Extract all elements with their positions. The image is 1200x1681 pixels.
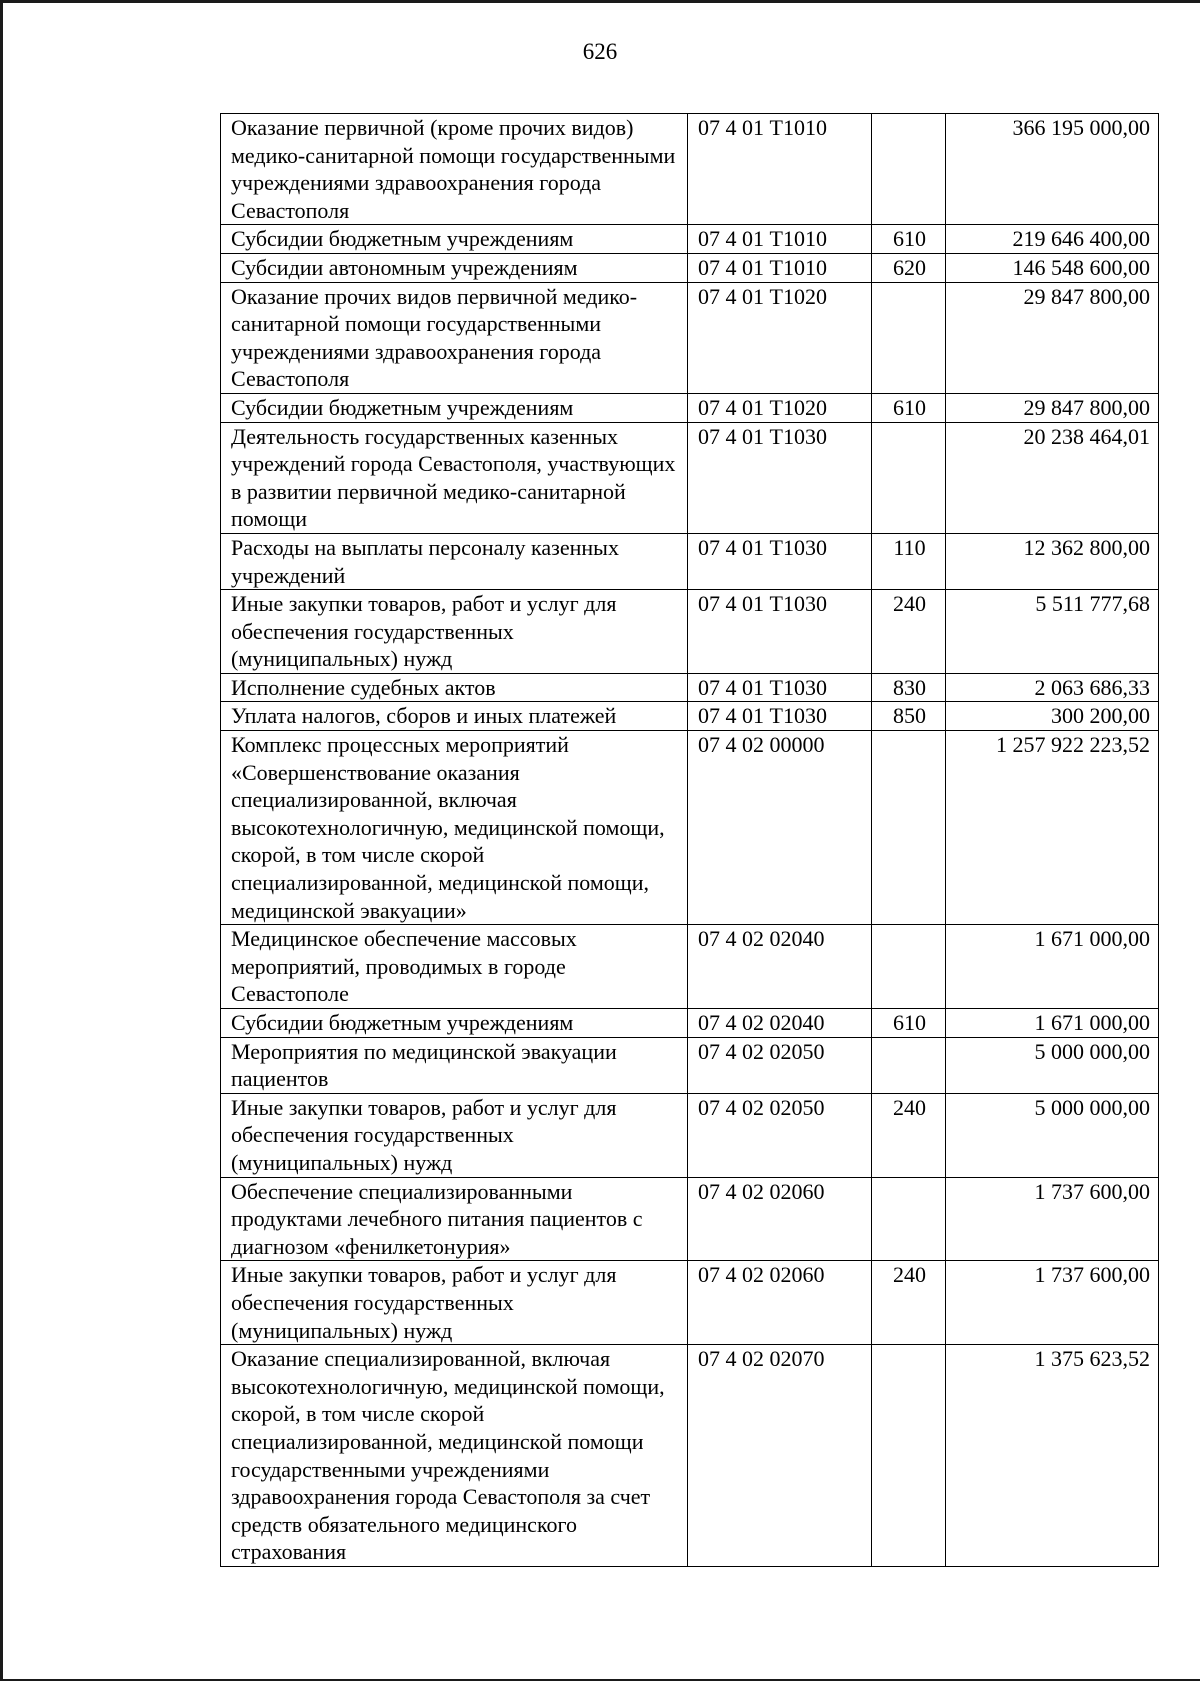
row-kvr-cell: 110 [872,533,946,589]
row-code-cell: 07 4 02 02060 [688,1177,872,1261]
row-code-cell: 07 4 02 02060 [688,1261,872,1345]
table-row [221,925,1159,1009]
row-name-cell: Уплата налогов, сборов и иных платежей [221,702,688,731]
table-row [221,422,1159,533]
scan-edge-top [0,0,1200,3]
row-sum-cell: 1 737 600,00 [946,1177,1159,1261]
row-code-cell: 07 4 01 Т1010 [688,253,872,282]
row-name-cell: Иные закупки товаров, работ и услуг для обеспечения государственных (муниципальных) нужд [221,590,688,674]
row-code-cell: 07 4 01 Т1030 [688,590,872,674]
table-row [221,1009,1159,1038]
table-row [221,1345,1159,1567]
row-code-cell: 07 4 01 Т1030 [688,702,872,731]
row-sum-cell: 5 000 000,00 [946,1093,1159,1177]
row-sum-cell: 29 847 800,00 [946,393,1159,422]
row-code-cell: 07 4 02 02070 [688,1345,872,1567]
row-name-cell: Медицинское обеспечение массовых мероприятий, проводимых в городе Севастополе [221,925,688,1009]
row-code-cell: 07 4 02 02050 [688,1037,872,1093]
row-name-cell: Оказание специализированной, включая высокотехнологичную, медицинской помощи, скорой, в том числе скорой специализированной, медицинской помощи государственными учреждениями здравоохранения города Севастополя за счет средств обязательного медицинского страхования [221,1345,688,1567]
row-code-cell: 07 4 01 Т1030 [688,673,872,702]
row-sum-cell: 29 847 800,00 [946,282,1159,393]
row-name-cell: Оказание прочих видов первичной медико-санитарной помощи государственными учреждениями здравоохранения города Севастополя [221,282,688,393]
row-name-cell: Субсидии бюджетным учреждениям [221,393,688,422]
row-sum-cell: 1 671 000,00 [946,925,1159,1009]
row-name-cell: Расходы на выплаты персоналу казенных учреждений [221,533,688,589]
row-name-cell: Иные закупки товаров, работ и услуг для обеспечения государственных (муниципальных) нужд [221,1261,688,1345]
row-kvr-cell: 240 [872,1093,946,1177]
table-row [221,702,1159,731]
table-row [221,1177,1159,1261]
budget-table-body [221,114,1159,1567]
row-sum-cell: 300 200,00 [946,702,1159,731]
row-name-cell: Иные закупки товаров, работ и услуг для обеспечения государственных (муниципальных) нужд [221,1093,688,1177]
row-kvr-cell [872,731,946,925]
row-name-cell: Оказание первичной (кроме прочих видов) медико-санитарной помощи государственными учреждениями здравоохранения города Севастополя [221,114,688,225]
row-sum-cell: 1 257 922 223,52 [946,731,1159,925]
row-code-cell: 07 4 01 Т1030 [688,533,872,589]
table-row [221,393,1159,422]
row-code-cell: 07 4 01 Т1020 [688,282,872,393]
row-kvr-cell [872,282,946,393]
row-sum-cell: 20 238 464,01 [946,422,1159,533]
table-row [221,225,1159,254]
row-sum-cell: 219 646 400,00 [946,225,1159,254]
row-kvr-cell: 830 [872,673,946,702]
row-kvr-cell [872,925,946,1009]
row-sum-cell: 12 362 800,00 [946,533,1159,589]
row-code-cell: 07 4 01 Т1010 [688,225,872,254]
row-code-cell: 07 4 02 02050 [688,1093,872,1177]
row-kvr-cell: 240 [872,590,946,674]
row-name-cell: Мероприятия по медицинской эвакуации пациентов [221,1037,688,1093]
row-kvr-cell: 240 [872,1261,946,1345]
row-sum-cell: 2 063 686,33 [946,673,1159,702]
row-code-cell: 07 4 02 00000 [688,731,872,925]
row-kvr-cell [872,1037,946,1093]
table-row [221,533,1159,589]
row-sum-cell: 366 195 000,00 [946,114,1159,225]
row-kvr-cell [872,1345,946,1567]
table-row [221,590,1159,674]
row-code-cell: 07 4 01 Т1030 [688,422,872,533]
row-name-cell: Субсидии автономным учреждениям [221,253,688,282]
row-kvr-cell: 620 [872,253,946,282]
row-name-cell: Деятельность государственных казенных учреждений города Севастополя, участвующих в развитии первичной медико-санитарной помощи [221,422,688,533]
row-sum-cell: 1 737 600,00 [946,1261,1159,1345]
scan-edge-left [0,0,3,1681]
row-sum-cell: 1 375 623,52 [946,1345,1159,1567]
table-row [221,1261,1159,1345]
budget-table [220,113,1159,1567]
table-row [221,282,1159,393]
row-name-cell: Субсидии бюджетным учреждениям [221,1009,688,1038]
table-row [221,1093,1159,1177]
row-code-cell: 07 4 01 Т1010 [688,114,872,225]
table-row [221,1037,1159,1093]
row-code-cell: 07 4 02 02040 [688,1009,872,1038]
row-name-cell: Комплекс процессных мероприятий «Совершенствование оказания специализированной, включая высокотехнологичную, медицинской помощи, скорой, в том числе скорой специализированной, медицинской помощи, медицинской эвакуации» [221,731,688,925]
row-kvr-cell [872,114,946,225]
row-kvr-cell [872,422,946,533]
row-sum-cell: 146 548 600,00 [946,253,1159,282]
row-code-cell: 07 4 02 02040 [688,925,872,1009]
row-name-cell: Исполнение судебных актов [221,673,688,702]
table-row [221,114,1159,225]
row-kvr-cell: 610 [872,393,946,422]
page-number: 626 [582,39,618,64]
table-row [221,253,1159,282]
row-name-cell: Субсидии бюджетным учреждениям [221,225,688,254]
row-sum-cell: 5 511 777,68 [946,590,1159,674]
row-sum-cell: 1 671 000,00 [946,1009,1159,1038]
row-kvr-cell: 610 [872,1009,946,1038]
row-kvr-cell [872,1177,946,1261]
table-row [221,731,1159,925]
table-row [221,673,1159,702]
row-kvr-cell: 610 [872,225,946,254]
row-kvr-cell: 850 [872,702,946,731]
row-sum-cell: 5 000 000,00 [946,1037,1159,1093]
row-name-cell: Обеспечение специализированными продуктами лечебного питания пациентов с диагнозом «фенилкетонурия» [221,1177,688,1261]
row-code-cell: 07 4 01 Т1020 [688,393,872,422]
